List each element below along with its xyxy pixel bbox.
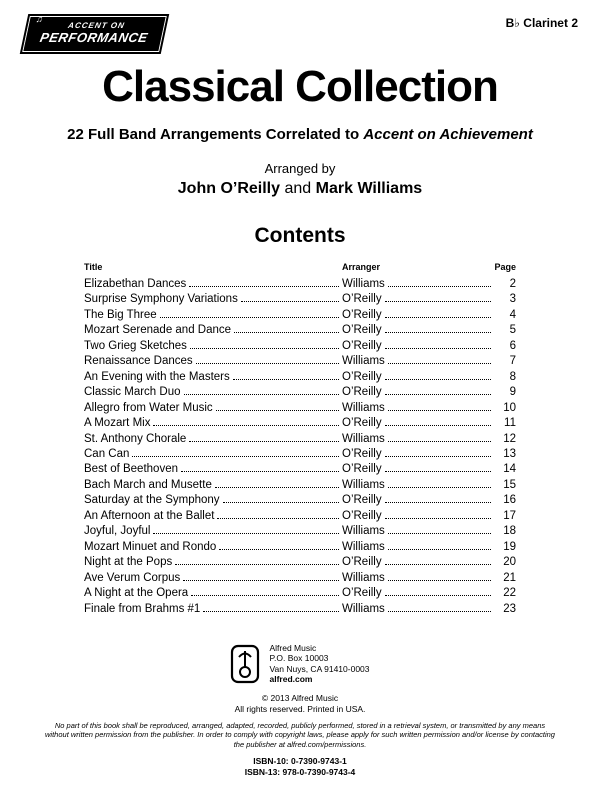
dot-leader <box>385 379 491 380</box>
toc-page: 16 <box>503 494 516 507</box>
subtitle-series-name: Accent on Achievement <box>363 126 533 143</box>
dot-leader <box>181 471 339 472</box>
toc-page: 13 <box>503 447 516 460</box>
dot-leader <box>223 502 339 503</box>
toc-row <box>84 308 516 323</box>
toc-row <box>84 509 516 524</box>
toc-arranger-cell <box>342 432 494 447</box>
subtitle-prefix: 22 Full Band Arrangements Correlated to <box>67 126 364 143</box>
isbn-10: ISBN-10: 0-7390-9743-1 <box>253 756 347 767</box>
toc-arranger-cell <box>342 370 494 385</box>
toc-title-cell <box>84 586 342 601</box>
toc-title-cell <box>84 339 342 354</box>
dot-leader <box>385 317 491 318</box>
toc-page: 6 <box>509 339 516 352</box>
toc-title: An Evening with the Masters <box>84 370 230 383</box>
toc-title: A Mozart Mix <box>84 417 151 430</box>
toc-title-cell <box>84 416 342 431</box>
toc-arranger: O’Reilly <box>342 386 382 399</box>
dot-leader <box>203 611 339 612</box>
publisher-name: Alfred Music <box>269 642 317 653</box>
toc-arranger: O’Reilly <box>342 509 382 522</box>
toc-title-cell <box>84 354 342 369</box>
dot-leader <box>385 332 491 333</box>
toc-title: Mozart Minuet and Rondo <box>84 540 217 553</box>
dot-leader <box>388 487 491 488</box>
toc-title: Mozart Serenade and Dance <box>84 324 232 337</box>
publisher-address <box>269 643 369 685</box>
toc-arranger-cell <box>342 416 494 431</box>
toc-arranger: O’Reilly <box>342 494 382 507</box>
dot-leader <box>189 441 339 442</box>
contents-table <box>84 262 516 617</box>
toc-title: St. Anthony Chorale <box>84 432 187 445</box>
dot-leader <box>388 441 491 442</box>
toc-page: 17 <box>503 509 516 522</box>
toc-arranger-cell <box>342 339 494 354</box>
toc-arranger-cell <box>342 509 494 524</box>
toc-arranger: O’Reilly <box>342 293 382 306</box>
dot-leader <box>388 410 491 411</box>
copyright-block <box>0 693 600 715</box>
toc-row <box>84 540 516 555</box>
toc-arranger: Williams <box>342 278 385 290</box>
toc-arranger-cell <box>342 586 494 601</box>
dot-leader <box>388 286 491 287</box>
dot-leader <box>189 286 339 287</box>
toc-row <box>84 323 516 338</box>
instrument-label: B♭ Clarinet 2 <box>505 16 578 30</box>
dot-leader <box>385 502 491 503</box>
dot-leader <box>388 363 491 364</box>
toc-title-cell <box>84 385 342 400</box>
toc-title-cell <box>84 308 342 323</box>
toc-page: 5 <box>509 324 516 337</box>
toc-arranger: Williams <box>342 525 385 538</box>
dot-leader <box>190 348 339 349</box>
dot-leader <box>385 301 491 302</box>
copyright-line1: © 2013 Alfred Music <box>261 692 339 703</box>
toc-arranger-cell <box>342 524 494 539</box>
toc-row <box>84 571 516 586</box>
toc-page: 11 <box>504 417 516 430</box>
dot-leader <box>388 580 491 581</box>
toc-page: 20 <box>503 556 516 569</box>
toc-arranger-cell <box>342 540 494 555</box>
toc-arranger: Williams <box>342 432 385 445</box>
toc-row <box>84 493 516 508</box>
arrangers-line <box>0 180 600 198</box>
toc-row <box>84 524 516 539</box>
toc-title: Best of Beethoven <box>84 463 178 476</box>
toc-row <box>84 277 516 292</box>
toc-page: 18 <box>503 525 516 538</box>
toc-page: 8 <box>509 370 516 383</box>
toc-page: 3 <box>509 293 516 306</box>
column-header-arranger: Arranger <box>342 262 381 272</box>
arranger-name-2: Mark Williams <box>315 180 423 197</box>
toc-title: Saturday at the Symphony <box>84 494 220 507</box>
toc-arranger-cell <box>342 478 494 493</box>
toc-title-cell <box>84 571 342 586</box>
page-title: Classical Collection <box>102 62 498 111</box>
dot-leader <box>388 611 491 612</box>
music-notes-icon: ♫ <box>35 14 45 24</box>
toc-arranger: O’Reilly <box>342 417 382 430</box>
toc-title: The Big Three <box>84 308 157 321</box>
toc-page: 14 <box>503 463 516 476</box>
publisher-address1: P.O. Box 10003 <box>269 653 329 664</box>
toc-arranger: O’Reilly <box>342 308 382 321</box>
toc-title-cell <box>84 277 342 292</box>
toc-title-cell <box>84 540 342 555</box>
toc-title-cell <box>84 509 342 524</box>
toc-title: Can Can <box>84 447 130 460</box>
toc-row <box>84 555 516 570</box>
toc-arranger: Williams <box>342 602 385 615</box>
toc-arranger-cell <box>342 571 494 586</box>
toc-row <box>84 478 516 493</box>
toc-title: An Afternoon at the Ballet <box>84 509 215 522</box>
arranger-name-1: John O’Reilly <box>177 180 281 197</box>
toc-title: Ave Verum Corpus <box>84 571 181 584</box>
toc-title: Two Grieg Sketches <box>84 339 187 352</box>
dot-leader <box>160 317 339 318</box>
toc-arranger: O’Reilly <box>342 556 382 569</box>
page-header <box>0 0 600 52</box>
toc-arranger: O’Reilly <box>342 370 382 383</box>
dot-leader <box>216 410 339 411</box>
subtitle <box>0 126 600 143</box>
arranger-conjunction: and <box>284 180 312 197</box>
toc-arranger-cell <box>342 602 494 617</box>
toc-arranger-cell <box>342 385 494 400</box>
isbn-block <box>0 756 600 778</box>
toc-arranger-cell <box>342 493 494 508</box>
toc-page: 2 <box>509 278 516 290</box>
dot-leader <box>196 363 339 364</box>
toc-row <box>84 602 516 617</box>
toc-arranger: O’Reilly <box>342 587 382 600</box>
dot-leader <box>388 549 491 550</box>
logo-line2: PERFORMANCE <box>38 30 150 45</box>
toc-title-cell <box>84 602 342 617</box>
toc-row <box>84 385 516 400</box>
toc-page: 23 <box>503 602 516 615</box>
toc-row <box>84 354 516 369</box>
toc-page: 4 <box>509 308 516 321</box>
dot-leader <box>175 564 339 565</box>
toc-arranger: O’Reilly <box>342 463 382 476</box>
toc-arranger: Williams <box>342 540 385 553</box>
dot-leader <box>183 580 339 581</box>
toc-arranger-cell <box>342 447 494 462</box>
publisher-website: alfred.com <box>269 674 313 685</box>
column-header-title: Title <box>84 262 103 272</box>
dot-leader <box>385 595 491 596</box>
toc-arranger-cell <box>342 292 494 307</box>
toc-row <box>84 416 516 431</box>
toc-title-cell <box>84 478 342 493</box>
toc-row <box>84 370 516 385</box>
toc-title: Allegro from Water Music <box>84 401 213 414</box>
dot-leader <box>385 425 491 426</box>
dot-leader <box>385 456 491 457</box>
toc-arranger-cell <box>342 354 494 369</box>
toc-arranger: Williams <box>342 401 385 414</box>
toc-arranger: O’Reilly <box>342 324 382 337</box>
column-header-page: Page <box>494 262 516 272</box>
toc-arranger-cell <box>342 308 494 323</box>
dot-leader <box>233 379 339 380</box>
toc-page: 19 <box>503 540 516 553</box>
publisher-address2: Van Nuys, CA 91410-0003 <box>269 663 370 674</box>
toc-row <box>84 292 516 307</box>
toc-page: 12 <box>503 432 516 445</box>
dot-leader <box>385 394 491 395</box>
arranged-by-label: Arranged by <box>264 161 336 176</box>
contents-header-row <box>84 262 516 272</box>
logo-line1: ACCENT ON <box>67 21 126 30</box>
toc-page: 15 <box>503 478 516 491</box>
legal-notice: No part of this book shall be reproduced, arranged, adapted, recorded, publicly performed, stored in a retrieval system, or transmitted by any means without written permission from the publisher. In order to comply with copyright laws, please apply for such written permission and/or license by contacting the publisher at alfred.com/permissions. <box>45 720 555 749</box>
toc-page: 10 <box>503 401 516 414</box>
dot-leader <box>215 487 339 488</box>
dot-leader <box>385 518 491 519</box>
toc-title: Bach March and Musette <box>84 478 212 491</box>
toc-title: Night at the Pops <box>84 556 173 569</box>
dot-leader <box>234 332 339 333</box>
copyright-line2: All rights reserved. Printed in USA. <box>234 703 366 714</box>
toc-arranger: Williams <box>342 355 385 368</box>
toc-title-cell <box>84 462 342 477</box>
toc-title-cell <box>84 370 342 385</box>
toc-page: 21 <box>503 571 516 584</box>
toc-title: Elizabethan Dances <box>84 278 187 290</box>
toc-title: A Night at the Opera <box>84 587 189 600</box>
toc-arranger: Williams <box>342 478 385 491</box>
dot-leader <box>385 348 491 349</box>
toc-title-cell <box>84 432 342 447</box>
toc-title-cell <box>84 555 342 570</box>
toc-title-cell <box>84 524 342 539</box>
isbn-13: ISBN-13: 978-0-7390-9743-4 <box>244 767 356 778</box>
accent-on-performance-logo <box>22 16 167 52</box>
dot-leader <box>217 518 339 519</box>
dot-leader <box>132 456 339 457</box>
toc-title-cell <box>84 292 342 307</box>
toc-title: Finale from Brahms #1 <box>84 602 201 615</box>
toc-title: Joyful, Joyful <box>84 525 151 538</box>
toc-arranger: O’Reilly <box>342 339 382 352</box>
contents-heading: Contents <box>254 224 346 247</box>
toc-row <box>84 462 516 477</box>
toc-row <box>84 447 516 462</box>
toc-arranger-cell <box>342 462 494 477</box>
publisher-block <box>0 643 600 685</box>
dot-leader <box>241 301 339 302</box>
dot-leader <box>191 595 339 596</box>
toc-arranger-cell <box>342 277 494 292</box>
toc-title-cell <box>84 323 342 338</box>
toc-title: Renaissance Dances <box>84 355 193 368</box>
toc-page: 22 <box>503 587 516 600</box>
toc-arranger-cell <box>342 555 494 570</box>
dot-leader <box>388 533 491 534</box>
toc-arranger-cell <box>342 323 494 338</box>
dot-leader <box>219 549 339 550</box>
toc-row <box>84 401 516 416</box>
dot-leader <box>385 564 491 565</box>
toc-title-cell <box>84 493 342 508</box>
toc-page: 9 <box>509 386 516 399</box>
toc-title: Classic March Duo <box>84 386 181 399</box>
toc-title-cell <box>84 401 342 416</box>
contents-rows <box>84 277 516 617</box>
dot-leader <box>385 471 491 472</box>
toc-title-cell <box>84 447 342 462</box>
toc-row <box>84 339 516 354</box>
toc-row <box>84 432 516 447</box>
toc-arranger: O’Reilly <box>342 447 382 460</box>
toc-title: Surprise Symphony Variations <box>84 293 238 306</box>
toc-arranger: Williams <box>342 571 385 584</box>
dot-leader <box>153 425 339 426</box>
toc-arranger-cell <box>342 401 494 416</box>
toc-row <box>84 586 516 601</box>
dot-leader <box>184 394 340 395</box>
dot-leader <box>153 533 339 534</box>
toc-page: 7 <box>509 355 516 368</box>
alfred-music-logo <box>230 644 260 684</box>
